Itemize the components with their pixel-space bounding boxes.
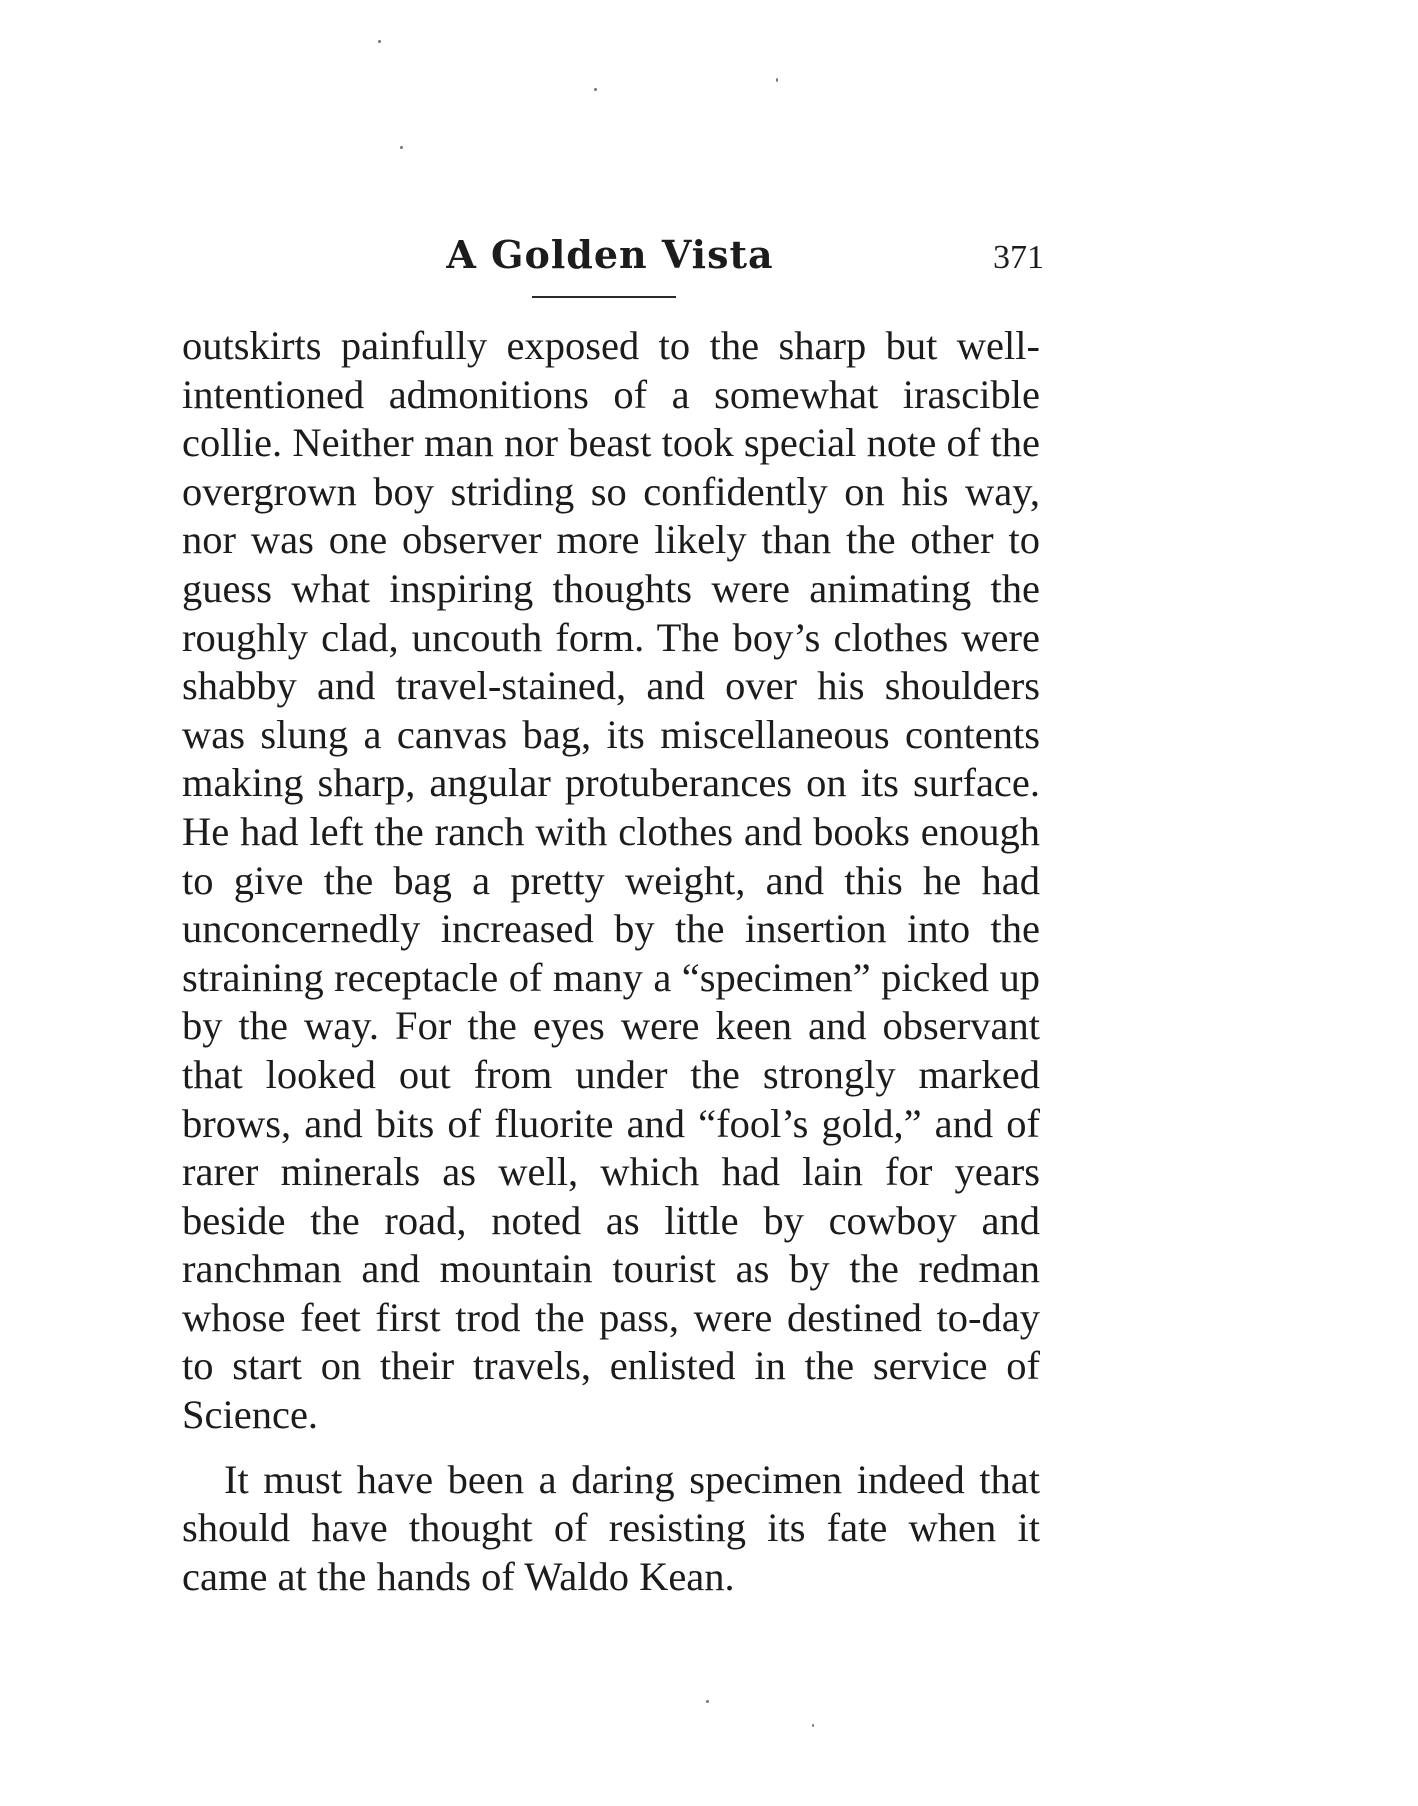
- paragraph-1: outskirts painfully exposed to the sharp but well-intentioned admonitions of a somewhat irascible collie. Neither man nor beast took special note of the overgrown boy striding so confidently on his way, nor was one observer more likely than the other to guess what inspiring thoughts were animating the roughly clad, uncouth form. The boy’s clothes were shabby and travel-stained, and over his shoulders was slung a canvas bag, its miscellaneous contents making sharp, angular protuberances on its surface. He had left the ranch with clothes and books enough to give the bag a pretty weight, and this he had unconcernedly increased by the insertion into the straining receptacle of many a “specimen” picked up by the way. For the eyes were keen and observant that looked out from under the strongly marked brows, and bits of fluorite and “fool’s gold,” and of rarer minerals as well, which had lain for years beside the road, noted as little by cowboy and ranchman and mountain tourist as by the redman whose feet first trod the pass, were destined to-day to start on their travels, enlisted in the service of Science.: [182, 323, 1040, 1438]
- header-rule: [532, 296, 676, 298]
- body-text: [182, 322, 1040, 1601]
- running-head: [180, 232, 1044, 282]
- paper-speck: [706, 1700, 709, 1703]
- paper-speck: [594, 88, 597, 91]
- paper-speck: [378, 40, 381, 43]
- paragraph-2: It must have been a daring specimen indeed that should have thought of resisting its fate when it came at the hands of Waldo Kean.: [182, 1456, 1040, 1599]
- running-title: A Golden Vista: [446, 232, 774, 277]
- paper-speck: [776, 78, 778, 82]
- paper-speck: [400, 146, 403, 149]
- paper-speck: [812, 1724, 814, 1727]
- page-number: 371: [993, 239, 1044, 276]
